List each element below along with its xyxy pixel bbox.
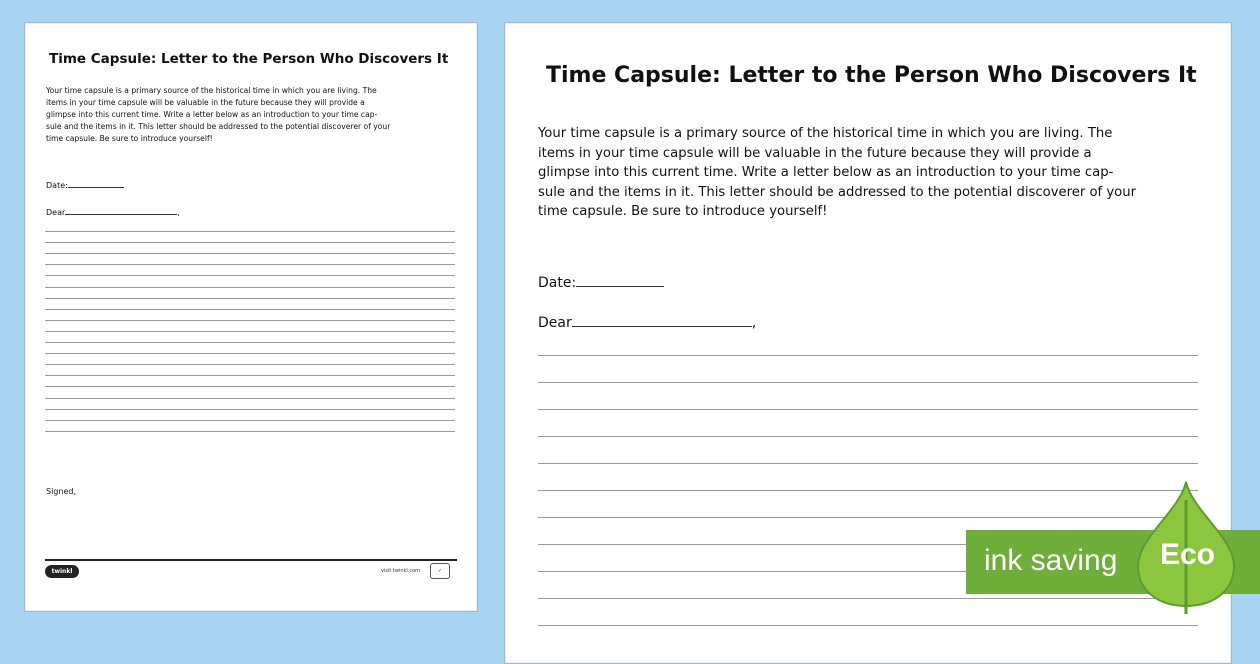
- dear-comma-large: ,: [751, 315, 757, 331]
- writing-line: [45, 242, 455, 243]
- date-line-large: [538, 275, 664, 291]
- writing-line: [538, 490, 1198, 491]
- dear-label: Dear: [46, 208, 66, 217]
- writing-line: [45, 431, 455, 432]
- worksheet-title: Time Capsule: Letter to the Person Who Discovers It: [49, 51, 449, 67]
- writing-line: [45, 298, 455, 299]
- dear-label-large: Dear: [538, 315, 572, 331]
- writing-line: [45, 375, 455, 376]
- worksheet-preview-small: [24, 22, 478, 612]
- writing-line: [45, 398, 455, 399]
- dear-line-large: [538, 315, 756, 331]
- worksheet-title-large: Time Capsule: Letter to the Person Who Discovers It: [546, 63, 1197, 88]
- dear-comma: ,: [177, 208, 180, 217]
- writing-line: [538, 355, 1198, 356]
- worksheet-intro-large: Your time capsule is a primary source of the historical time in which you are living. The items in your time capsule will be valuable in the future because they will provide a glimpse into this current time. Write a letter below as an introduction to your time cap- sule and the items in it. This letter should be addressed to the potential discoverer of your time capsule. Be sure to introduce yourself!: [538, 126, 1137, 220]
- writing-line: [538, 409, 1198, 410]
- writing-line: [45, 275, 455, 276]
- ink-saving-label: ink saving: [984, 544, 1118, 577]
- writing-line: [45, 287, 455, 288]
- twinkl-logo: twinkl: [45, 565, 79, 578]
- writing-line: [45, 342, 455, 343]
- writing-line: [45, 364, 455, 365]
- writing-line: [538, 463, 1198, 464]
- signed-label: Signed,: [46, 487, 76, 496]
- writing-line: [538, 625, 1198, 626]
- eco-label: Eco: [1160, 538, 1216, 571]
- footer-url: visit twinkl.com: [381, 568, 421, 574]
- writing-line: [538, 436, 1198, 437]
- worksheet-intro: Your time capsule is a primary source of the historical time in which you are living. The items in your time capsule will be valuable in the future because they will provide a glimpse into this current time. Write a letter below as an introduction to your time cap- sule and the items in it. This letter should be addressed to the potential discoverer of your time capsule. Be sure to introduce yourself!: [46, 86, 391, 143]
- writing-line: [45, 386, 455, 387]
- date-label-large: Date:: [538, 275, 577, 291]
- footer-badge-icon: ✓: [430, 563, 450, 579]
- writing-line: [45, 320, 455, 321]
- date-line: [46, 181, 124, 190]
- writing-line: [45, 420, 455, 421]
- writing-line: [45, 264, 455, 265]
- writing-line: [45, 409, 455, 410]
- writing-line: [45, 331, 455, 332]
- writing-line: [538, 517, 1198, 518]
- writing-line: [45, 253, 455, 254]
- writing-line: [538, 598, 1198, 599]
- date-label: Date:: [46, 181, 68, 190]
- dear-line: [46, 208, 180, 217]
- writing-line: [538, 382, 1198, 383]
- footer-rule: [45, 559, 457, 561]
- writing-line: [45, 231, 455, 232]
- writing-line: [45, 353, 455, 354]
- writing-line: [45, 309, 455, 310]
